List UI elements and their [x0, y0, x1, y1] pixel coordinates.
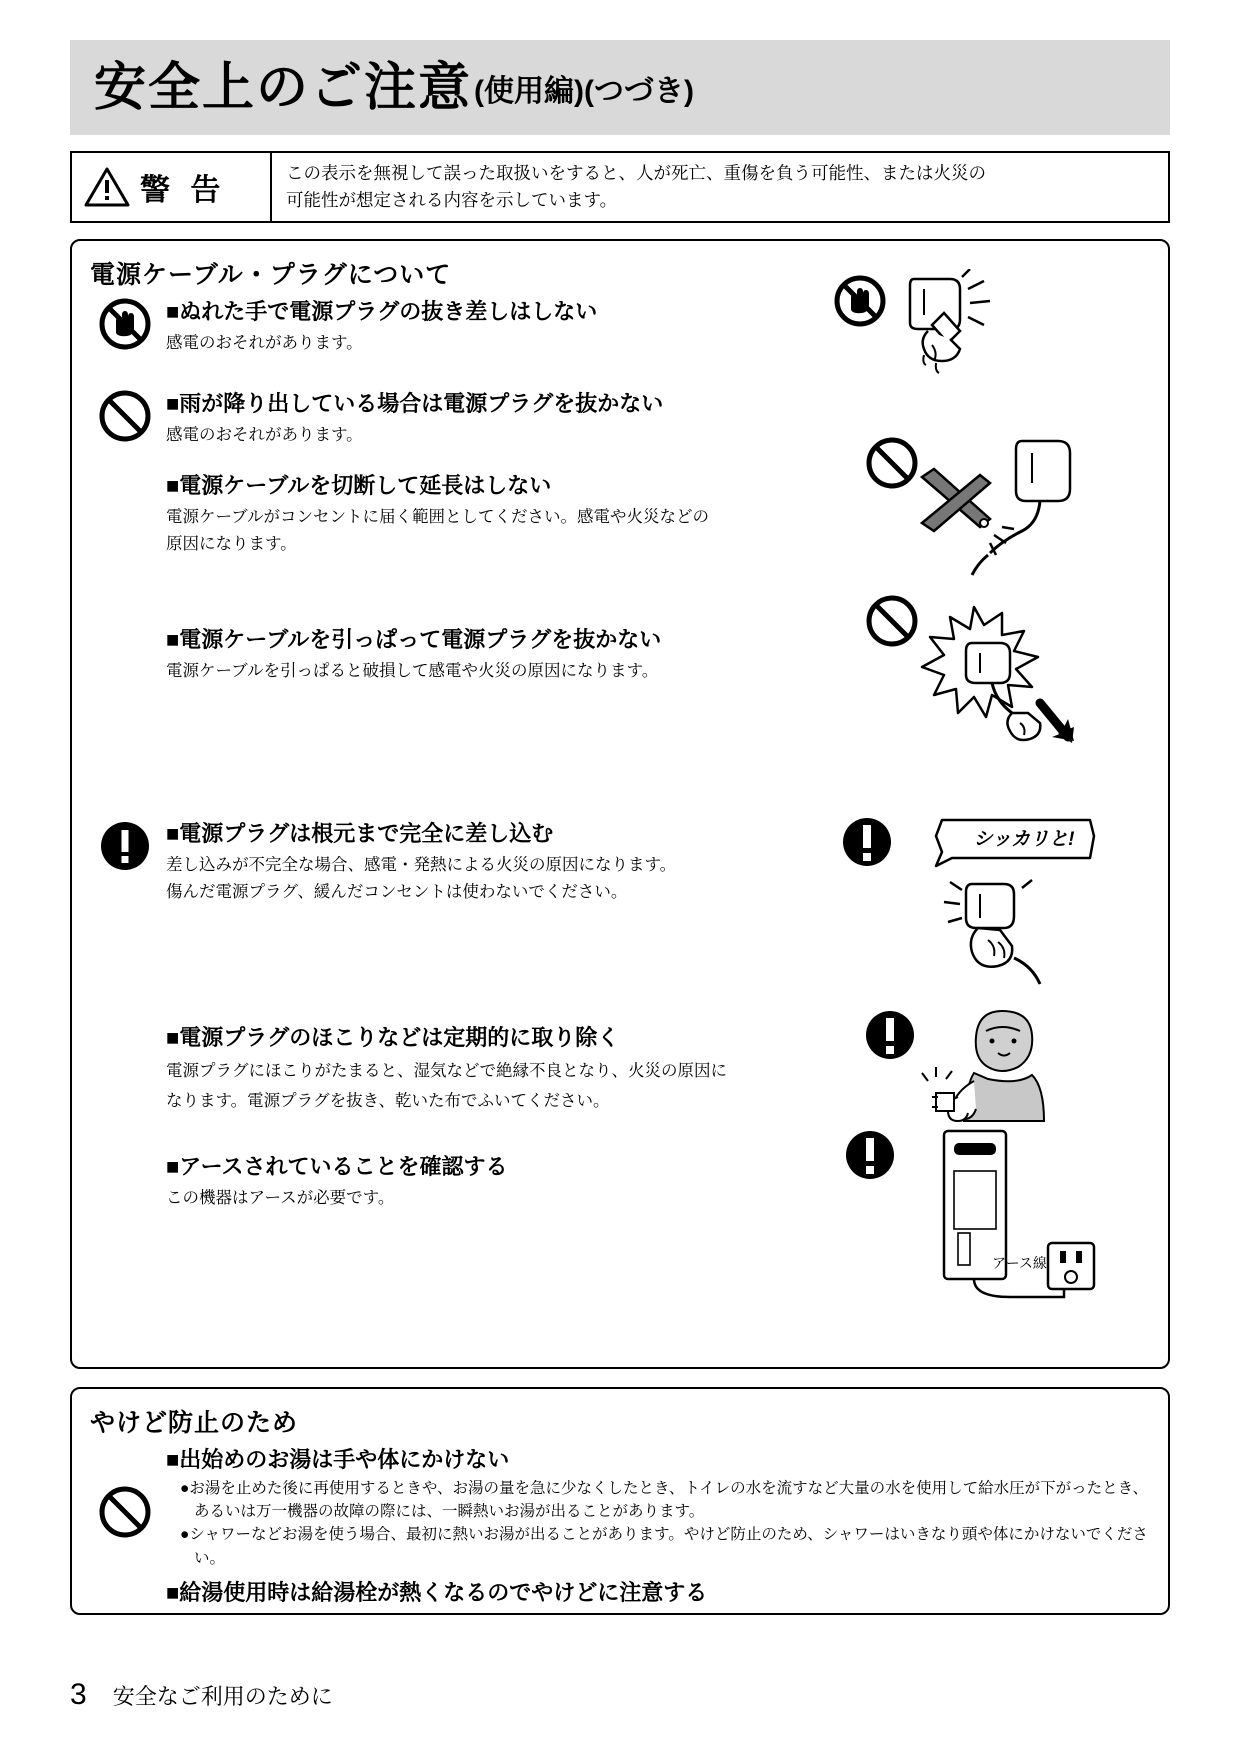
bullet-2: ●シャワーなどお湯を使う場合、最初に熱いお湯が出ることがあります。やけど防止のため、シャワーはいきなり頭や体にかけないでください。: [180, 1526, 1148, 1567]
page-number: 3: [70, 1678, 87, 1711]
item-rain-unplug-head: ■雨が降り出している場合は電源プラグを抜かない: [166, 391, 664, 417]
item-grounding-body-line1: この機器はアースが必要です。: [166, 1188, 395, 1207]
footer-chapter-title: 安全なご利用のために: [112, 1684, 333, 1709]
prohibition-icon: [98, 1485, 152, 1539]
item-insert-fully-head: ■電源プラグは根元まで完全に差し込む: [166, 821, 554, 847]
warning-label-group: [72, 153, 272, 221]
warning-triangle-icon: [84, 166, 130, 208]
item-first-hot-water-bullets: [180, 1477, 1150, 1570]
item-no-cut-extend-head: ■電源ケーブルを切断して延長はしない: [166, 473, 552, 499]
item-hot-tap-warning-head: ■給湯使用時は給湯栓が熱くなるのでやけどに注意する: [166, 1579, 708, 1605]
mandatory-icon: [98, 819, 152, 873]
prohibition-wet-hand-icon: [98, 297, 152, 351]
warning-bar: [70, 151, 1170, 223]
grounding-illustration: [832, 1121, 1112, 1311]
item-remove-dust-body-line2: なります。電源プラグを抜き、乾いた布でふいてください。: [166, 1092, 610, 1111]
section-burn-prevention-title: やけど防止のため: [90, 1409, 299, 1438]
section-power-cable-title: 電源ケーブル・プラグについて: [90, 261, 452, 290]
warning-description: [272, 153, 1000, 221]
wipe-plug-illustration: [862, 1001, 1102, 1131]
warning-description-line2: 可能性が想定される内容を示しています。: [286, 190, 618, 211]
insert-firmly-callout-text: シッカリと!: [973, 829, 1075, 851]
item-insert-fully-body-line1: 差し込みが不完全な場合、感電・発熱による火災の原因になります。: [166, 855, 677, 874]
warning-description-line1: この表示を無視して誤った取扱いをすると、人が死亡、重傷を負う可能性、または火災の: [286, 163, 986, 183]
item-no-pull-cable-head: ■電源ケーブルを引っぱって電源プラグを抜かない: [166, 627, 662, 653]
prohibition-icon: [98, 389, 152, 443]
item-rain-unplug-body-line1: 感電のおそれがあります。: [166, 425, 363, 444]
page-title: 安全上のご注意: [94, 58, 473, 117]
item-first-hot-water-head: ■出始めのお湯は手や体にかけない: [166, 1447, 510, 1473]
item-wet-hands-body-line1: 感電のおそれがあります。: [166, 333, 363, 352]
cutting-cable-with-pliers-illustration: [862, 431, 1122, 591]
section-burn-prevention: [70, 1387, 1170, 1615]
section-power-cable: [70, 239, 1170, 1369]
page-footer: [70, 1678, 333, 1712]
item-insert-fully-body-line2: 傷んだ電源プラグ、緩んだコンセントは使わないでください。: [166, 882, 628, 901]
insert-firmly-callout: [944, 824, 1104, 851]
page-title-band: [70, 40, 1170, 135]
item-no-pull-cable-body-line1: 電源ケーブルを引っぱると破損して感電や火災の原因になります。: [166, 661, 659, 680]
bullet-1: ●お湯を止めた後に再使用するときや、お湯の量を急に少なくしたとき、トイレの水を流すなど大量の水を使用して給水圧が下がったとき、あるいは万一機器の故障の際には、一瞬熱いお湯が出ることがあります。: [180, 1479, 1149, 1521]
item-remove-dust-head: ■電源プラグのほこりなどは定期的に取り除く: [166, 1025, 620, 1051]
item-first-hot-water: [90, 1445, 1150, 1607]
item-remove-dust-body-line1: 電源プラグにほこりがたまると、湿気などで絶縁不良となり、火災の原因に: [166, 1061, 727, 1080]
grounding-wire-label-text: アース線: [992, 1255, 1047, 1272]
warning-label: 警 告: [140, 174, 227, 208]
item-no-cut-extend-body-line2: 原因になります。: [166, 534, 297, 553]
page-title-suffix: (使用編)(つづき): [474, 74, 694, 108]
item-no-cut-extend-body-line1: 電源ケーブルがコンセントに届く範囲としてください。感電や火災などの: [166, 507, 710, 526]
grounding-wire-label: [992, 1253, 1047, 1273]
pulling-cable-illustration: [862, 591, 1122, 771]
item-grounding-head: ■アースされていることを確認する: [166, 1154, 508, 1180]
item-wet-hands-head: ■ぬれた手で電源プラグの抜き差しはしない: [166, 299, 598, 325]
wet-hand-unplug-illustration: [832, 269, 1062, 379]
